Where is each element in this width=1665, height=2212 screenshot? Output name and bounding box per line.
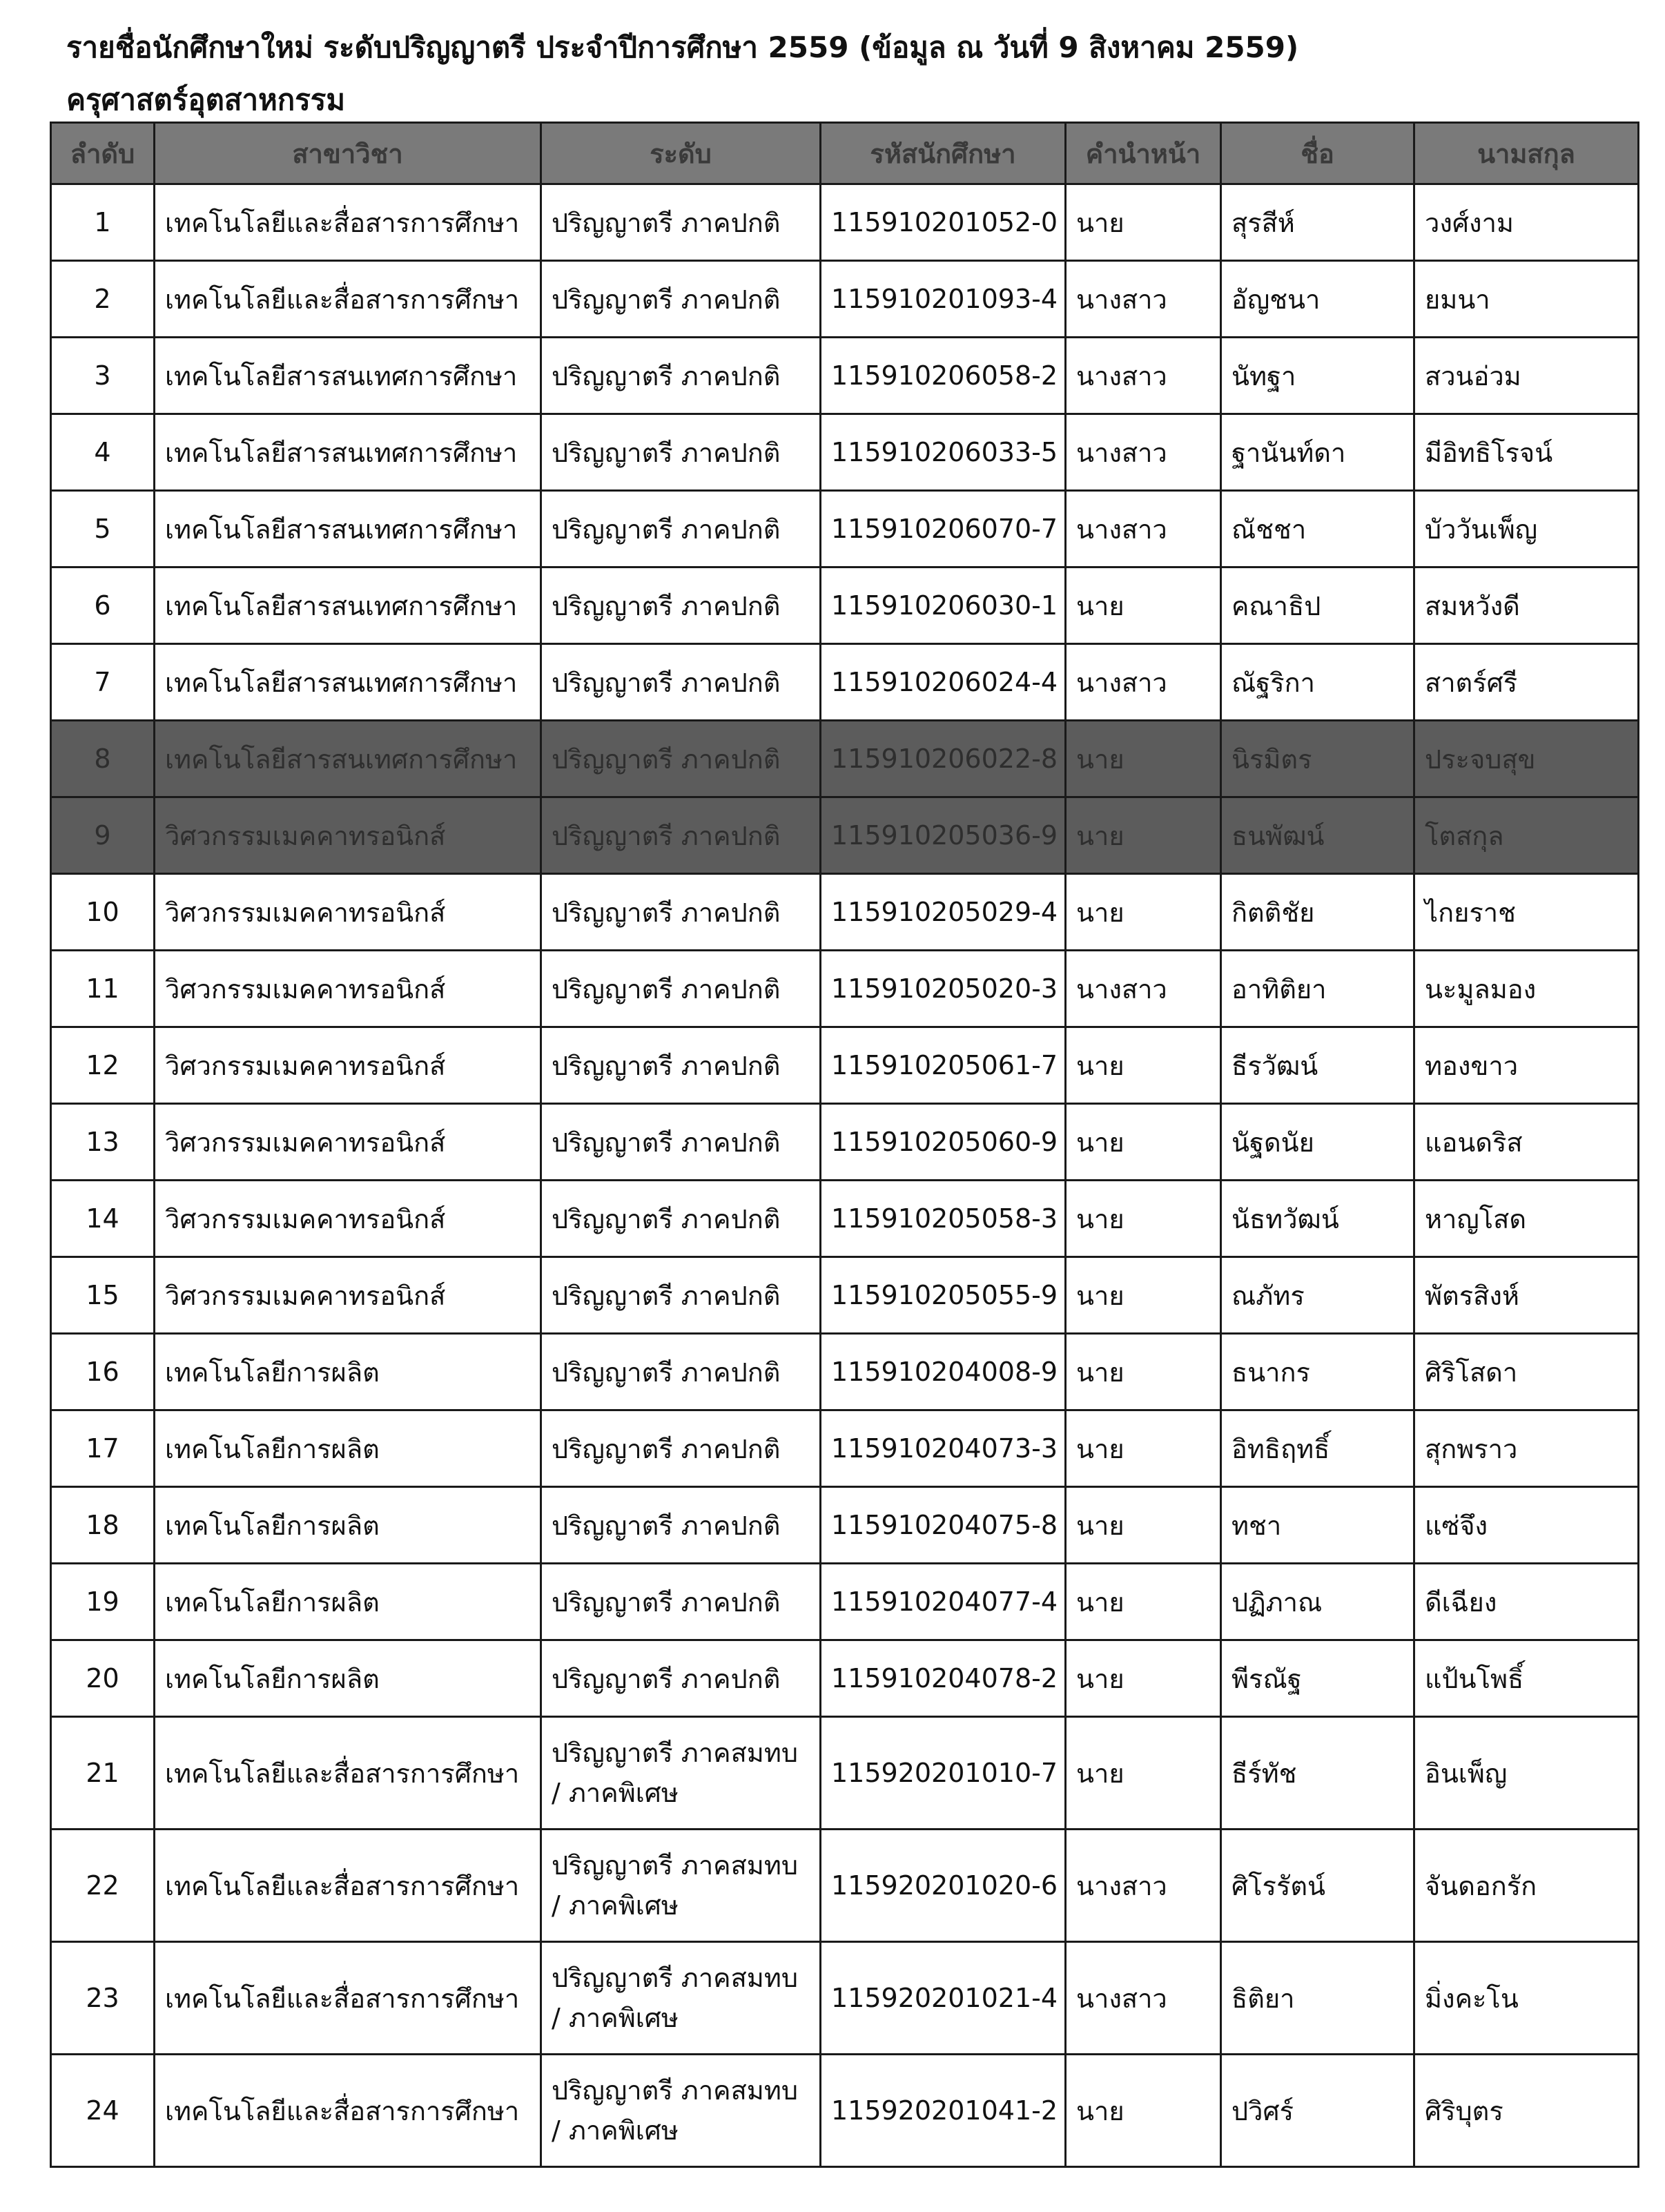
cell-first-name: อาทิติยา <box>1221 951 1414 1027</box>
cell-no: 7 <box>51 644 155 721</box>
cell-student-id: 115910204077-4 <box>821 1564 1066 1640</box>
table-row <box>51 1104 1639 1181</box>
cell-prefix: นาย <box>1066 2055 1221 2167</box>
cell-student-id: 115920201021-4 <box>821 1942 1066 2055</box>
cell-no: 19 <box>51 1564 155 1640</box>
cell-prefix: นางสาว <box>1066 414 1221 491</box>
header-no: ลำดับ <box>51 123 155 184</box>
cell-student-id: 115910206030-1 <box>821 567 1066 644</box>
cell-last-name: มีอิทธิโรจน์ <box>1414 414 1639 491</box>
cell-level: ปริญญาตรี ภาคปกติ <box>541 414 821 491</box>
header-first-name: ชื่อ <box>1221 123 1414 184</box>
cell-last-name: ไกยราช <box>1414 874 1639 951</box>
cell-no: 1 <box>51 184 155 261</box>
cell-student-id: 115910204075-8 <box>821 1487 1066 1564</box>
cell-first-name: นัธทวัฒน์ <box>1221 1181 1414 1257</box>
cell-last-name: แซ่จึง <box>1414 1487 1639 1564</box>
cell-prefix: นาย <box>1066 567 1221 644</box>
cell-no: 6 <box>51 567 155 644</box>
table-row <box>51 414 1639 491</box>
cell-first-name: กิตติชัย <box>1221 874 1414 951</box>
cell-major: วิศวกรรมเมคคาทรอนิกส์ <box>155 951 541 1027</box>
cell-student-id: 115920201010-7 <box>821 1717 1066 1830</box>
cell-first-name: ทชา <box>1221 1487 1414 1564</box>
cell-no: 18 <box>51 1487 155 1564</box>
cell-level: ปริญญาตรี ภาคปกติ <box>541 797 821 874</box>
document-title: รายชื่อนักศึกษาใหม่ ระดับปริญญาตรี ประจำปีการศึกษา 2559 (ข้อมูล ณ วันที่ 9 สิงหาคม 2559) <box>66 30 1299 64</box>
cell-major: วิศวกรรมเมคคาทรอนิกส์ <box>155 1181 541 1257</box>
cell-major: เทคโนโลยีการผลิต <box>155 1564 541 1640</box>
header-major: สาขาวิชา <box>155 123 541 184</box>
cell-student-id: 115910205060-9 <box>821 1104 1066 1181</box>
cell-level: ปริญญาตรี ภาคปกติ <box>541 1181 821 1257</box>
header-last-name: นามสกุล <box>1414 123 1639 184</box>
cell-prefix: นางสาว <box>1066 1942 1221 2055</box>
cell-prefix: นางสาว <box>1066 951 1221 1027</box>
cell-last-name: ดีเฉียง <box>1414 1564 1639 1640</box>
cell-level: ปริญญาตรี ภาคปกติ <box>541 491 821 567</box>
cell-level: ปริญญาตรี ภาคปกติ <box>541 1027 821 1104</box>
table-row <box>51 797 1639 874</box>
cell-student-id: 115910205036-9 <box>821 797 1066 874</box>
cell-no: 11 <box>51 951 155 1027</box>
cell-level: ปริญญาตรี ภาคปกติ <box>541 184 821 261</box>
cell-prefix: นาย <box>1066 1104 1221 1181</box>
cell-last-name: วงศ์งาม <box>1414 184 1639 261</box>
cell-prefix: นางสาว <box>1066 338 1221 414</box>
cell-prefix: นาย <box>1066 1564 1221 1640</box>
cell-no: 17 <box>51 1410 155 1487</box>
cell-student-id: 115910204073-3 <box>821 1410 1066 1487</box>
cell-major: เทคโนโลยีและสื่อสารการศึกษา <box>155 1830 541 1942</box>
cell-first-name: ธนพัฒน์ <box>1221 797 1414 874</box>
cell-last-name: แป้นโพธิ์ <box>1414 1640 1639 1717</box>
cell-first-name: ธีรวัฒน์ <box>1221 1027 1414 1104</box>
cell-level: ปริญญาตรี ภาคปกติ <box>541 338 821 414</box>
cell-first-name: สุรสีห์ <box>1221 184 1414 261</box>
cell-level: ปริญญาตรี ภาคปกติ <box>541 1410 821 1487</box>
cell-level: ปริญญาตรี ภาคปกติ <box>541 874 821 951</box>
cell-major: วิศวกรรมเมคคาทรอนิกส์ <box>155 1027 541 1104</box>
table-row <box>51 1830 1639 1942</box>
cell-major: เทคโนโลยีการผลิต <box>155 1410 541 1487</box>
cell-level: ปริญญาตรี ภาคปกติ <box>541 1104 821 1181</box>
header-student-id: รหัสนักศึกษา <box>821 123 1066 184</box>
table-row <box>51 1027 1639 1104</box>
table-row <box>51 874 1639 951</box>
table-row <box>51 1410 1639 1487</box>
cell-student-id: 115910205061-7 <box>821 1027 1066 1104</box>
cell-no: 9 <box>51 797 155 874</box>
cell-first-name: นัทฐา <box>1221 338 1414 414</box>
cell-major: เทคโนโลยีสารสนเทศการศึกษา <box>155 721 541 797</box>
table-row <box>51 184 1639 261</box>
cell-last-name: ศิริบุตร <box>1414 2055 1639 2167</box>
table-row <box>51 338 1639 414</box>
cell-level: ปริญญาตรี ภาคปกติ <box>541 1334 821 1410</box>
cell-last-name: นะมูลมอง <box>1414 951 1639 1027</box>
cell-major: เทคโนโลยีและสื่อสารการศึกษา <box>155 261 541 338</box>
cell-no: 8 <box>51 721 155 797</box>
cell-student-id: 115910205029-4 <box>821 874 1066 951</box>
cell-student-id: 115920201020-6 <box>821 1830 1066 1942</box>
cell-prefix: นาย <box>1066 1257 1221 1334</box>
cell-major: เทคโนโลยีและสื่อสารการศึกษา <box>155 1942 541 2055</box>
cell-first-name: ปวิศร์ <box>1221 2055 1414 2167</box>
cell-level: ปริญญาตรี ภาคสมทบ / ภาคพิเศษ <box>541 2055 821 2167</box>
table-row <box>51 1640 1639 1717</box>
cell-major: เทคโนโลยีสารสนเทศการศึกษา <box>155 644 541 721</box>
cell-student-id: 115910205058-3 <box>821 1181 1066 1257</box>
cell-level: ปริญญาตรี ภาคปกติ <box>541 1640 821 1717</box>
cell-major: เทคโนโลยีการผลิต <box>155 1640 541 1717</box>
cell-no: 12 <box>51 1027 155 1104</box>
cell-no: 2 <box>51 261 155 338</box>
cell-first-name: อัญชนา <box>1221 261 1414 338</box>
cell-no: 13 <box>51 1104 155 1181</box>
cell-prefix: นาย <box>1066 1181 1221 1257</box>
cell-last-name: หาญโสด <box>1414 1181 1639 1257</box>
cell-major: เทคโนโลยีสารสนเทศการศึกษา <box>155 338 541 414</box>
cell-no: 3 <box>51 338 155 414</box>
cell-level: ปริญญาตรี ภาคปกติ <box>541 644 821 721</box>
cell-no: 16 <box>51 1334 155 1410</box>
cell-student-id: 115910206070-7 <box>821 491 1066 567</box>
table-row <box>51 261 1639 338</box>
cell-level: ปริญญาตรี ภาคปกติ <box>541 721 821 797</box>
cell-first-name: ศิโรรัตน์ <box>1221 1830 1414 1942</box>
cell-last-name: ยมนา <box>1414 261 1639 338</box>
cell-first-name: นัฐดนัย <box>1221 1104 1414 1181</box>
table-header-row <box>51 123 1639 184</box>
cell-prefix: นาย <box>1066 721 1221 797</box>
cell-last-name: ประจบสุข <box>1414 721 1639 797</box>
cell-first-name: นิรมิตร <box>1221 721 1414 797</box>
cell-prefix: นางสาว <box>1066 491 1221 567</box>
cell-first-name: ณัชชา <box>1221 491 1414 567</box>
table-row <box>51 1942 1639 2055</box>
cell-prefix: นางสาว <box>1066 261 1221 338</box>
cell-level: ปริญญาตรี ภาคปกติ <box>541 567 821 644</box>
table-row <box>51 1181 1639 1257</box>
table-row <box>51 2055 1639 2167</box>
cell-no: 21 <box>51 1717 155 1830</box>
cell-prefix: นาย <box>1066 797 1221 874</box>
cell-last-name: สุกพราว <box>1414 1410 1639 1487</box>
cell-student-id: 115910206033-5 <box>821 414 1066 491</box>
cell-first-name: ณภัทร <box>1221 1257 1414 1334</box>
table-row <box>51 491 1639 567</box>
table-row <box>51 1717 1639 1830</box>
cell-student-id: 115910201052-0 <box>821 184 1066 261</box>
cell-major: เทคโนโลยีและสื่อสารการศึกษา <box>155 184 541 261</box>
cell-first-name: พีรณัฐ <box>1221 1640 1414 1717</box>
cell-no: 4 <box>51 414 155 491</box>
cell-major: เทคโนโลยีการผลิต <box>155 1334 541 1410</box>
cell-last-name: ศิริโสดา <box>1414 1334 1639 1410</box>
cell-major: เทคโนโลยีสารสนเทศการศึกษา <box>155 567 541 644</box>
cell-student-id: 115910205020-3 <box>821 951 1066 1027</box>
cell-first-name: ธนากร <box>1221 1334 1414 1410</box>
cell-major: เทคโนโลยีและสื่อสารการศึกษา <box>155 2055 541 2167</box>
cell-student-id: 115910206022-8 <box>821 721 1066 797</box>
cell-level: ปริญญาตรี ภาคปกติ <box>541 1487 821 1564</box>
cell-last-name: จันดอกรัก <box>1414 1830 1639 1942</box>
cell-major: เทคโนโลยีสารสนเทศการศึกษา <box>155 414 541 491</box>
cell-no: 10 <box>51 874 155 951</box>
cell-student-id: 115910204008-9 <box>821 1334 1066 1410</box>
cell-last-name: สาตร์ศรี <box>1414 644 1639 721</box>
cell-prefix: นาย <box>1066 1487 1221 1564</box>
cell-last-name: แอนดริส <box>1414 1104 1639 1181</box>
cell-level: ปริญญาตรี ภาคสมทบ / ภาคพิเศษ <box>541 1717 821 1830</box>
cell-no: 24 <box>51 2055 155 2167</box>
cell-last-name: อินเพ็ญ <box>1414 1717 1639 1830</box>
cell-level: ปริญญาตรี ภาคปกติ <box>541 1257 821 1334</box>
cell-student-id: 115910204078-2 <box>821 1640 1066 1717</box>
cell-student-id: 115910206024-4 <box>821 644 1066 721</box>
cell-no: 14 <box>51 1181 155 1257</box>
table-row <box>51 1257 1639 1334</box>
cell-last-name: ทองขาว <box>1414 1027 1639 1104</box>
cell-prefix: นาย <box>1066 1027 1221 1104</box>
cell-student-id: 115910201093-4 <box>821 261 1066 338</box>
cell-level: ปริญญาตรี ภาคปกติ <box>541 261 821 338</box>
cell-last-name: บัววันเพ็ญ <box>1414 491 1639 567</box>
cell-prefix: นาย <box>1066 1410 1221 1487</box>
cell-no: 15 <box>51 1257 155 1334</box>
cell-prefix: นาย <box>1066 874 1221 951</box>
cell-no: 5 <box>51 491 155 567</box>
cell-last-name: มิ่งคะโน <box>1414 1942 1639 2055</box>
cell-level: ปริญญาตรี ภาคสมทบ / ภาคพิเศษ <box>541 1942 821 2055</box>
table-row <box>51 951 1639 1027</box>
cell-major: วิศวกรรมเมคคาทรอนิกส์ <box>155 1257 541 1334</box>
table-row <box>51 721 1639 797</box>
cell-first-name: ปฏิภาณ <box>1221 1564 1414 1640</box>
cell-student-id: 115910205055-9 <box>821 1257 1066 1334</box>
cell-last-name: โตสกุล <box>1414 797 1639 874</box>
cell-first-name: ธิติยา <box>1221 1942 1414 2055</box>
cell-prefix: นาย <box>1066 1717 1221 1830</box>
cell-prefix: นางสาว <box>1066 1830 1221 1942</box>
cell-prefix: นาย <box>1066 1334 1221 1410</box>
table-row <box>51 567 1639 644</box>
cell-first-name: ธีร์ทัช <box>1221 1717 1414 1830</box>
cell-prefix: นาย <box>1066 184 1221 261</box>
cell-first-name: คณาธิป <box>1221 567 1414 644</box>
student-table <box>50 122 1639 2168</box>
cell-major: วิศวกรรมเมคคาทรอนิกส์ <box>155 797 541 874</box>
cell-first-name: ณัฐริกา <box>1221 644 1414 721</box>
table-row <box>51 1334 1639 1410</box>
header-prefix: คำนำหน้า <box>1066 123 1221 184</box>
cell-level: ปริญญาตรี ภาคปกติ <box>541 951 821 1027</box>
table-row <box>51 1487 1639 1564</box>
cell-last-name: สมหวังดี <box>1414 567 1639 644</box>
cell-major: เทคโนโลยีและสื่อสารการศึกษา <box>155 1717 541 1830</box>
cell-prefix: นาย <box>1066 1640 1221 1717</box>
cell-first-name: ฐานันท์ดา <box>1221 414 1414 491</box>
cell-no: 22 <box>51 1830 155 1942</box>
cell-major: วิศวกรรมเมคคาทรอนิกส์ <box>155 1104 541 1181</box>
cell-student-id: 115920201041-2 <box>821 2055 1066 2167</box>
cell-last-name: สวนอ่วม <box>1414 338 1639 414</box>
cell-no: 20 <box>51 1640 155 1717</box>
cell-no: 23 <box>51 1942 155 2055</box>
cell-major: เทคโนโลยีสารสนเทศการศึกษา <box>155 491 541 567</box>
table-row <box>51 1564 1639 1640</box>
cell-level: ปริญญาตรี ภาคสมทบ / ภาคพิเศษ <box>541 1830 821 1942</box>
cell-first-name: อิทธิฤทธิ์ <box>1221 1410 1414 1487</box>
cell-prefix: นางสาว <box>1066 644 1221 721</box>
cell-level: ปริญญาตรี ภาคปกติ <box>541 1564 821 1640</box>
cell-last-name: พัตรสิงห์ <box>1414 1257 1639 1334</box>
cell-major: วิศวกรรมเมคคาทรอนิกส์ <box>155 874 541 951</box>
cell-major: เทคโนโลยีการผลิต <box>155 1487 541 1564</box>
cell-student-id: 115910206058-2 <box>821 338 1066 414</box>
header-level: ระดับ <box>541 123 821 184</box>
table-row <box>51 644 1639 721</box>
faculty-name: ครุศาสตร์อุตสาหกรรม <box>66 83 346 117</box>
